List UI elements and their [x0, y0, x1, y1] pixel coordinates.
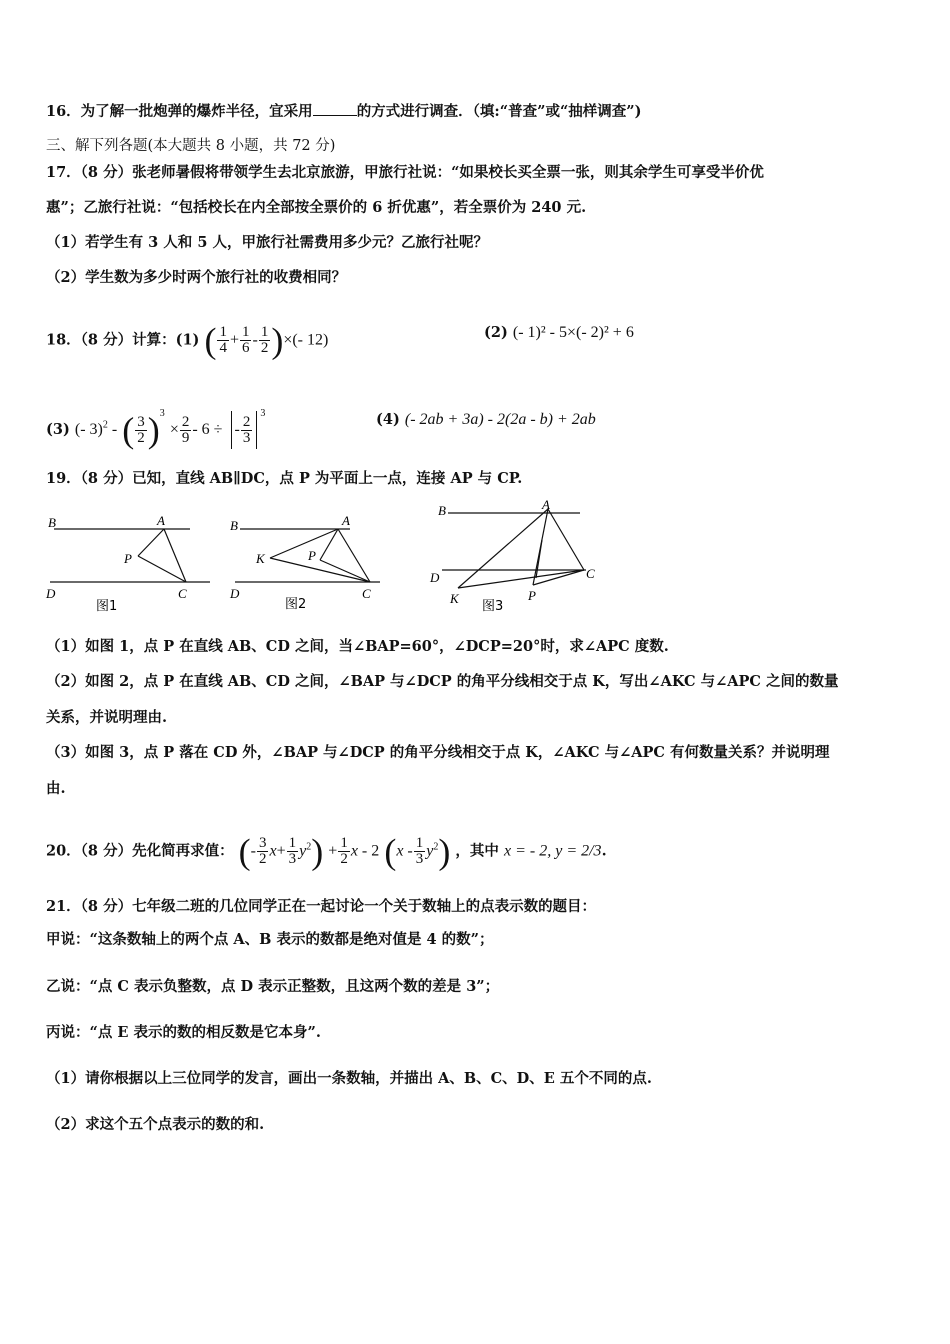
question-21-line: 21．（8 分）七年级二班的几位同学正在一起讨论一个关于数轴上的点表示数的题目： [46, 898, 597, 915]
q20-where: ，其中 [455, 842, 499, 860]
svg-text:A: A [542, 500, 550, 512]
question-21-bing: 丙说：“点 E 表示的数的相反数是它本身”. [46, 1024, 321, 1041]
svg-text:B: B [230, 518, 238, 533]
question-21-yi: 乙说：“点 C 表示负整数，点 D 表示正整数，且这两个数的差是 3”； [46, 978, 500, 995]
svg-text:K: K [450, 591, 459, 606]
question-19-line: 19．（8 分）已知，直线 AB∥DC，点 P 为平面上一点，连接 AP 与 CP. [46, 470, 523, 487]
svg-text:B: B [438, 503, 446, 518]
svg-text:A: A [342, 513, 350, 528]
question-18-part2 [484, 323, 634, 343]
question-21-sub2: （2）求这个五个点表示的数的和. [46, 1116, 265, 1133]
svg-text:K: K [256, 551, 265, 566]
svg-text:C: C [586, 566, 595, 581]
q18-expr4: (- 2ab + 3a) - 2(2a - b) + 2ab [404, 411, 596, 428]
q18-part1-label: (1) [175, 331, 200, 349]
question-17-line1: 17．（8 分）张老师暑假将带领学生去北京旅游，甲旅行社说：“如果校长买全票一张，则其余学生可享受半价优 [46, 164, 764, 181]
figure-2 [229, 513, 380, 612]
q18-part2-label: (2) [484, 324, 508, 341]
svg-text:D: D [430, 570, 440, 585]
question-19-sub3a: （3）如图 3，点 P 落在 CD 外，∠BAP 与∠DCP 的角平分线相交于点 K，∠AKC 与∠APC 有何数量关系？并说明理 [46, 744, 830, 761]
question-18-part4 [376, 410, 596, 430]
svg-text:D: D [46, 586, 56, 601]
question-20: 20．（8 分）先化简再求值： (- $\frac{3}{2}$ x+ $\frac{1}{3}$ $y^2$) + $\frac{1}{2}$ x - 2 (x - $\frac{1}{3}$ $y^2$) ，其中 x = - 2, y = 2/3. [46, 831, 607, 872]
question-19-sub2b: 关系，并说明理由. [46, 709, 168, 726]
q20-condition: x = - 2, y = 2/3 [503, 842, 602, 860]
q19-figures [40, 500, 660, 618]
svg-text:D: D [230, 586, 240, 601]
svg-text:C: C [362, 586, 371, 601]
question-18-line1: 18．（8 分）计算：(1) ( $\frac{1}{4}$ + $\frac{1}{6}$ - $\frac{1}{2}$ )×(- 12) [46, 320, 329, 361]
section-heading: 三、解下列各题(本大题共 8 小题，共 72 分) [46, 138, 336, 154]
figure-3-caption: 图3 [482, 599, 504, 614]
svg-text:P: P [124, 551, 132, 566]
question-21-jia: 甲说：“这条数轴上的两个点 A、B 表示的数都是绝对值是 4 的数”； [46, 931, 494, 948]
q16-text-before: 16．为了解一批炮弹的爆炸半径，宜采用 [46, 103, 313, 120]
question-21-sub1: （1）请你根据以上三位同学的发言，画出一条数轴，并描出 A、B、C、D、E 五个不同的点. [46, 1070, 652, 1087]
svg-text:P: P [528, 588, 536, 603]
question-17-sub2: （2）学生数为多少时两个旅行社的收费相同？ [46, 269, 347, 286]
question-19-sub2a: （2）如图 2，点 P 在直线 AB、CD 之间，∠BAP 与∠DCP 的角平分线相交于点 K，写出∠AKC 与∠APC 之间的数量 [46, 673, 839, 690]
svg-text:A: A [157, 513, 165, 528]
q18-part4-label: (4) [376, 411, 400, 428]
q18-expr2: (- 1)² - 5×(- 2)² + 6 [512, 324, 634, 341]
q18-expr1-tail: ×(- 12) [283, 331, 329, 349]
q16-text-after: 的方式进行调查．（填:“普查”或“抽样调查”) [356, 103, 642, 120]
q20-label: 20．（8 分）先化简再求值： [46, 842, 234, 860]
figure-1 [45, 513, 210, 614]
question-16 [46, 102, 642, 122]
svg-text:P: P [308, 548, 316, 563]
figure-2-caption: 图2 [285, 597, 307, 612]
question-19-sub3b: 由. [46, 780, 66, 797]
q18-part3-label: (3) [46, 421, 70, 438]
svg-text:B: B [48, 515, 56, 530]
figure-1-caption: 图1 [96, 599, 118, 614]
q18-label: 18．（8 分）计算： [46, 331, 176, 349]
answer-blank [313, 103, 357, 116]
svg-text:C: C [178, 586, 187, 601]
question-19-sub1: （1）如图 1，点 P 在直线 AB、CD 之间，当∠BAP=60°，∠DCP=20°时，求∠APC 度数. [46, 638, 669, 655]
question-17-line2: 惠”；乙旅行社说：“包括校长在内全部按全票价的 6 折优惠”，若全票价为 240 元. [46, 199, 587, 216]
question-18-part3: (3) (- 3)$^2$ - ( $\frac{3}{2}$ )$^3$ × $\frac{2}{9}$ - 6 ÷ - $\frac{2}{3}$ $^3$ [46, 408, 266, 450]
figure-3 [429, 500, 595, 614]
question-17-sub1: （1）若学生有 3 人和 5 人，甲旅行社需费用多少元？乙旅行社呢？ [46, 234, 488, 251]
